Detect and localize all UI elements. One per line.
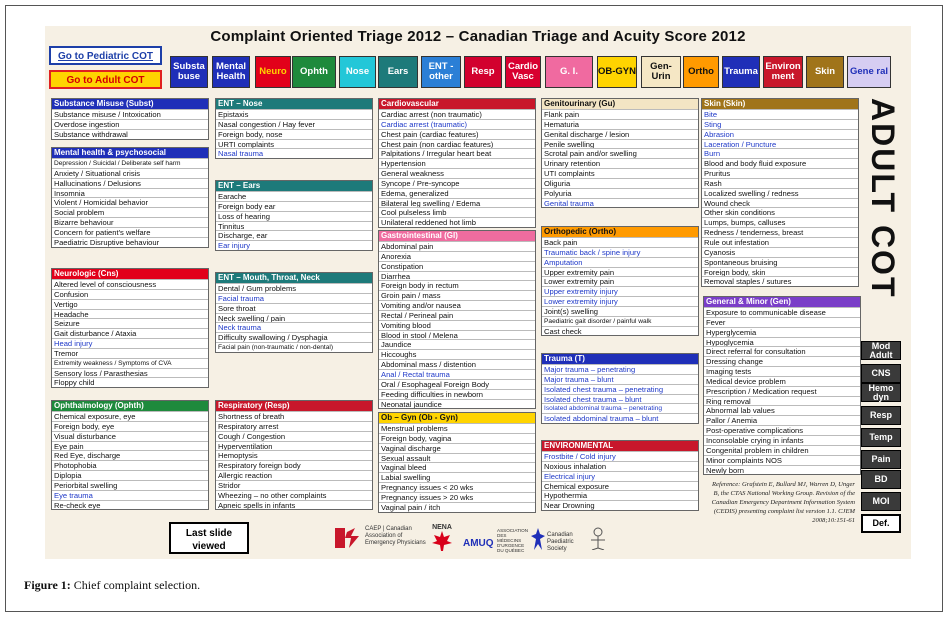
complaint-item[interactable]: Vertigo xyxy=(52,299,208,309)
complaint-item[interactable]: Altered level of consciousness xyxy=(52,279,208,289)
amuq-logo xyxy=(463,526,527,556)
side-button-cns[interactable]: CNS xyxy=(861,364,901,383)
complaint-item[interactable]: Tinnitus xyxy=(216,221,372,231)
side-button-bd[interactable]: BD xyxy=(861,470,901,489)
category-button-nose[interactable]: Nose xyxy=(339,56,376,88)
amuq-logo-text: AMUQ xyxy=(463,538,494,549)
complaint-item[interactable]: Exposure to communicable disease xyxy=(704,307,860,317)
complaint-item[interactable]: Lower extremity injury xyxy=(542,296,698,306)
complaint-item[interactable]: Ear injury xyxy=(216,240,372,250)
complaint-item[interactable]: Vaginal discharge xyxy=(379,443,535,453)
complaint-item[interactable]: Penile swelling xyxy=(542,139,698,149)
complaint-item[interactable]: Pregnancy issues < 20 wks xyxy=(379,482,535,492)
panel-general-minor xyxy=(703,296,861,475)
category-button-resp[interactable]: Resp xyxy=(464,56,502,88)
side-button-temp[interactable]: Temp xyxy=(861,428,901,447)
complaint-item[interactable]: Earache xyxy=(216,191,372,201)
complaint-item[interactable]: Scrotal pain and/or swelling xyxy=(542,148,698,158)
complaint-item[interactable]: Respiratory foreign body xyxy=(216,460,372,470)
complaint-item[interactable]: Pallor / Anemia xyxy=(704,415,860,425)
complaint-item[interactable]: Post-operative complications xyxy=(704,425,860,435)
complaint-item[interactable]: Neck swelling / pain xyxy=(216,313,372,323)
complaint-item[interactable]: Blood in stool / Melena xyxy=(379,330,535,340)
complaint-item[interactable]: Abrasion xyxy=(702,129,858,139)
complaint-item[interactable]: Head injury xyxy=(52,338,208,348)
figure-caption xyxy=(24,578,200,593)
complaint-item[interactable]: Cough / Congestion xyxy=(216,431,372,441)
complaint-item[interactable]: Foreign body, skin xyxy=(702,267,858,277)
complaint-item[interactable]: Headache xyxy=(52,309,208,319)
complaint-item[interactable]: Urinary retention xyxy=(542,158,698,168)
complaint-item[interactable]: Anxiety / Situational crisis xyxy=(52,168,208,178)
complaint-item[interactable]: Overdose ingestion xyxy=(52,119,208,129)
cps-logo xyxy=(531,526,611,556)
complaint-item[interactable]: Diplopia xyxy=(52,470,208,480)
complaint-item[interactable]: Inconsolable crying in infants xyxy=(704,435,860,445)
category-button-skin[interactable]: Skin xyxy=(806,56,844,88)
complaint-item[interactable]: Abnormal lab values xyxy=(704,405,860,415)
complaint-item[interactable]: Bite xyxy=(702,109,858,119)
panel-header-mouth[interactable]: ENT – Mouth, Throat, Neck xyxy=(216,273,372,283)
complaint-item[interactable]: Re-check eye xyxy=(52,500,208,510)
complaint-item[interactable]: Tremor xyxy=(52,348,208,358)
complaint-item[interactable]: Substance misuse / Intoxication xyxy=(52,109,208,119)
complaint-item[interactable]: Allergic reaction xyxy=(216,470,372,480)
complaint-item[interactable]: Abdominal mass / distention xyxy=(379,359,535,369)
complaint-item[interactable]: Cardiac arrest (traumatic) xyxy=(379,119,535,129)
complaint-item[interactable]: Labial swelling xyxy=(379,472,535,482)
complaint-item[interactable]: Gait disturbance / Ataxia xyxy=(52,328,208,338)
category-button-gene-ral[interactable]: Gene ral xyxy=(847,56,891,88)
category-button-g-i-[interactable]: G. I. xyxy=(545,56,593,88)
complaint-item[interactable]: Direct referral for consultation xyxy=(704,346,860,356)
complaint-item[interactable]: Newly born xyxy=(704,465,860,475)
complaint-item[interactable]: Major trauma – penetrating xyxy=(542,364,698,374)
category-button-ob-gyn[interactable]: OB-GYN xyxy=(597,56,637,88)
complaint-item[interactable]: Back pain xyxy=(542,237,698,247)
complaint-item[interactable]: Dressing change xyxy=(704,356,860,366)
complaint-item[interactable]: Imaging tests xyxy=(704,366,860,376)
panel-cardiovascular xyxy=(378,98,536,228)
complaint-item[interactable]: Pruritus xyxy=(702,168,858,178)
complaint-item[interactable]: Syncope / Pre-syncope xyxy=(379,178,535,188)
panel-trauma xyxy=(541,353,699,424)
complaint-item[interactable]: Cardiac arrest (non traumatic) xyxy=(379,109,535,119)
complaint-item[interactable]: Paediatric gait disorder / painful walk xyxy=(542,316,698,326)
complaint-item[interactable]: Burn xyxy=(702,148,858,158)
complaint-item[interactable]: Menstrual problems xyxy=(379,423,535,433)
panel-header-substance[interactable]: Substance Misuse (Subst) xyxy=(52,99,208,109)
complaint-item[interactable]: Nasal congestion / Hay fever xyxy=(216,119,372,129)
complaint-item[interactable]: Paediatric Disruptive behaviour xyxy=(52,237,208,247)
complaint-item[interactable]: Lower extremity pain xyxy=(542,276,698,286)
complaint-item[interactable]: Neck trauma xyxy=(216,322,372,332)
caep-logo-text: CAEP | Canadian Association of Emergency Physicians xyxy=(365,526,426,546)
complaint-item[interactable]: Congenital problem in children xyxy=(704,445,860,455)
panel-gastrointestinal xyxy=(378,230,536,409)
complaint-item[interactable]: Palpitations / Irregular heart beat xyxy=(379,148,535,158)
complaint-item[interactable]: Facial trauma xyxy=(216,293,372,303)
complaint-item[interactable]: Sexual assault xyxy=(379,453,535,463)
panel-environmental xyxy=(541,440,699,511)
complaint-item[interactable]: Oliguria xyxy=(542,178,698,188)
caption-text: Chief complaint selection. xyxy=(73,578,201,592)
complaint-item[interactable]: Hypoglycemia xyxy=(704,337,860,347)
complaint-item[interactable]: Flank pain xyxy=(542,109,698,119)
side-button-pain[interactable]: Pain xyxy=(861,450,901,469)
complaint-item[interactable]: Isolated abdominal trauma – blunt xyxy=(542,413,698,423)
complaint-item[interactable]: Vomiting and/or nausea xyxy=(379,300,535,310)
complaint-item[interactable]: Ring removal xyxy=(704,396,860,406)
amuq-logo-subtext: ASSOCIATION DES MÉDECINS D'URGENCE DU QUÉBEC xyxy=(497,528,529,553)
complaint-item[interactable]: Hematuria xyxy=(542,119,698,129)
category-button-neuro[interactable]: Neuro xyxy=(255,56,291,88)
panel-neurologic xyxy=(51,268,209,388)
complaint-item[interactable]: Spontaneous bruising xyxy=(702,257,858,267)
complaint-item[interactable]: Anorexia xyxy=(379,251,535,261)
complaint-item[interactable]: Extremity weakness / Symptoms of CVA xyxy=(52,358,208,368)
panel-mental-health xyxy=(51,147,209,248)
complaint-item[interactable]: Feeding difficulties in newborn xyxy=(379,389,535,399)
figure-frame xyxy=(5,5,943,612)
complaint-item[interactable]: Wound check xyxy=(702,198,858,208)
complaint-item[interactable]: Vaginal pain / itch xyxy=(379,502,535,512)
complaint-item[interactable]: Vaginal bleed xyxy=(379,462,535,472)
complaint-item[interactable]: Abdominal pain xyxy=(379,241,535,251)
complaint-item[interactable]: Eye pain xyxy=(52,441,208,451)
complaint-item[interactable]: Groin pain / mass xyxy=(379,290,535,300)
complaint-item[interactable]: Localized swelling / redness xyxy=(702,188,858,198)
complaint-item[interactable]: Foreign body ear xyxy=(216,201,372,211)
complaint-item[interactable]: Isolated chest trauma – blunt xyxy=(542,394,698,404)
complaint-item[interactable]: Electrical injury xyxy=(542,471,698,481)
complaint-item[interactable]: Social problem xyxy=(52,207,208,217)
complaint-item[interactable]: Depression / Suicidal / Deliberate self harm xyxy=(52,158,208,168)
complaint-item[interactable]: Lumps, bumps, calluses xyxy=(702,217,858,227)
complaint-item[interactable]: Other skin conditions xyxy=(702,207,858,217)
panel-header-obgyn[interactable]: Ob – Gyn (Ob - Gyn) xyxy=(379,413,535,423)
complaint-item[interactable]: Hyperglycemia xyxy=(704,327,860,337)
complaint-item[interactable]: Hypothermia xyxy=(542,490,698,500)
complaint-item[interactable]: Periorbital swelling xyxy=(52,480,208,490)
complaint-item[interactable]: Cast check xyxy=(542,326,698,336)
complaint-item[interactable]: Hypertension xyxy=(379,158,535,168)
nena-logo xyxy=(427,524,457,556)
category-button-ears[interactable]: Ears xyxy=(378,56,418,88)
complaint-item[interactable]: Sting xyxy=(702,119,858,129)
triage-screen xyxy=(45,26,911,559)
caption-label: Figure 1: xyxy=(24,578,71,592)
category-button-substa-buse[interactable]: Substa buse xyxy=(170,56,208,88)
complaint-item[interactable]: Unilateral reddened hot limb xyxy=(379,217,535,227)
complaint-item[interactable]: Respiratory arrest xyxy=(216,421,372,431)
complaint-item[interactable]: Floppy child xyxy=(52,377,208,387)
complaint-item[interactable]: Eye trauma xyxy=(52,490,208,500)
complaint-item[interactable]: Bizarre behaviour xyxy=(52,217,208,227)
complaint-item[interactable]: Bilateral leg swelling / Edema xyxy=(379,198,535,208)
complaint-item[interactable]: Isolated abdominal trauma – penetrating xyxy=(542,403,698,413)
panel-ent-nose xyxy=(215,98,373,159)
panel-genitourinary xyxy=(541,98,699,208)
complaint-item[interactable]: Upper extremity injury xyxy=(542,286,698,296)
go-to-pediatric-cot-button[interactable]: Go to Pediatric COT xyxy=(49,46,162,65)
reference-text: Reference: Grafstein E, Bullard MJ, Warren D, Unger B, the CTAS National Working Group. Revision of the Canadian Emergency Department Information System (CEDIS) presenting complaint list version 1.1. CJEM 2008;10:151-61 xyxy=(711,481,855,524)
complaint-item[interactable]: Foreign body, vagina xyxy=(379,433,535,443)
complaint-item[interactable]: Hallucinations / Delusions xyxy=(52,178,208,188)
complaint-item[interactable]: Hiccoughs xyxy=(379,349,535,359)
complaint-item[interactable]: Sensory loss / Parasthesias xyxy=(52,368,208,378)
complaint-item[interactable]: Fever xyxy=(704,317,860,327)
panel-header-cardio[interactable]: Cardiovascular xyxy=(379,99,535,109)
complaint-item[interactable]: Medical device problem xyxy=(704,376,860,386)
panel-substance-misuse xyxy=(51,98,209,140)
panel-header-ortho[interactable]: Orthopedic (Ortho) xyxy=(542,227,698,237)
complaint-item[interactable]: Jaundice xyxy=(379,339,535,349)
complaint-item[interactable]: Neonatal jaundice xyxy=(379,399,535,409)
complaint-item[interactable]: Apneic spells in infants xyxy=(216,500,372,510)
complaint-item[interactable]: Nasal trauma xyxy=(216,148,372,158)
complaint-item[interactable]: Redness / tenderness, breast xyxy=(702,227,858,237)
category-button-environ-ment[interactable]: Environ ment xyxy=(763,56,803,88)
panel-respiratory xyxy=(215,400,373,510)
complaint-item[interactable]: Dental / Gum problems xyxy=(216,283,372,293)
complaint-item[interactable]: Facial pain (non-traumatic / non-dental) xyxy=(216,342,372,352)
complaint-item[interactable]: Shortness of breath xyxy=(216,411,372,421)
panel-header-trauma[interactable]: Trauma (T) xyxy=(542,354,698,364)
complaint-item[interactable]: Noxious inhalation xyxy=(542,461,698,471)
complaint-item[interactable]: Joint(s) swelling xyxy=(542,306,698,316)
complaint-item[interactable]: Epistaxis xyxy=(216,109,372,119)
complaint-item[interactable]: URTI complaints xyxy=(216,139,372,149)
complaint-item[interactable]: Rectal / Perineal pain xyxy=(379,310,535,320)
complaint-item[interactable]: Sore throat xyxy=(216,303,372,313)
panel-header-gu[interactable]: Genitourinary (Gu) xyxy=(542,99,698,109)
panel-orthopedic xyxy=(541,226,699,336)
side-button-mod-adult[interactable]: Mod Adult xyxy=(861,341,901,360)
complaint-item[interactable]: Blood and body fluid exposure xyxy=(702,158,858,168)
complaint-item[interactable]: Red Eye, discharge xyxy=(52,450,208,460)
category-button-ent-other[interactable]: ENT - other xyxy=(421,56,461,88)
panel-ent-mouth-throat-neck xyxy=(215,272,373,353)
complaint-item[interactable]: Edema, generalized xyxy=(379,188,535,198)
complaint-item[interactable]: Hemoptysis xyxy=(216,450,372,460)
cps-logo-text: Canadian Paediatric Society xyxy=(547,532,574,552)
complaint-item[interactable]: Oral / Esophageal Foreign Body xyxy=(379,379,535,389)
complaint-item[interactable]: Diarrhea xyxy=(379,271,535,281)
panel-header-neuro[interactable]: Neurologic (Cns) xyxy=(52,269,208,279)
complaint-item[interactable]: Genital discharge / lesion xyxy=(542,129,698,139)
complaint-item[interactable]: Stridor xyxy=(216,480,372,490)
complaint-item[interactable]: Seizure xyxy=(52,318,208,328)
complaint-item[interactable]: Removal staples / sutures xyxy=(702,276,858,286)
complaint-item[interactable]: Isolated chest trauma – penetrating xyxy=(542,384,698,394)
complaint-item[interactable]: Loss of hearing xyxy=(216,211,372,221)
category-button-ortho[interactable]: Ortho xyxy=(683,56,719,88)
complaint-item[interactable]: Chest pain (non cardiac features) xyxy=(379,139,535,149)
panel-header-ophth[interactable]: Ophthalmology (Ophth) xyxy=(52,401,208,411)
panel-header-skin[interactable]: Skin (Skin) xyxy=(702,99,858,109)
complaint-item[interactable]: Vomiting blood xyxy=(379,320,535,330)
complaint-item[interactable]: Visual disturbance xyxy=(52,431,208,441)
panel-header-gi[interactable]: Gastrointestinal (GI) xyxy=(379,231,535,241)
last-slide-viewed-button[interactable]: Last slide viewed xyxy=(169,522,249,554)
adult-cot-label: ADULT COT xyxy=(865,98,901,299)
complaint-item[interactable]: Chemical exposure, eye xyxy=(52,411,208,421)
caep-logo xyxy=(335,524,427,554)
category-button-cardio-vasc[interactable]: Cardio Vasc xyxy=(505,56,541,88)
complaint-item[interactable]: Anal / Rectal trauma xyxy=(379,369,535,379)
panel-header-nose[interactable]: ENT – Nose xyxy=(216,99,372,109)
panel-header-ears[interactable]: ENT – Ears xyxy=(216,181,372,191)
complaint-item[interactable]: Rule out infestation xyxy=(702,237,858,247)
complaint-item[interactable]: Frostbite / Cold injury xyxy=(542,451,698,461)
complaint-item[interactable]: Constipation xyxy=(379,261,535,271)
complaint-item[interactable]: Chest pain (cardiac features) xyxy=(379,129,535,139)
category-button-gen-urin[interactable]: Gen-Urin xyxy=(641,56,681,88)
complaint-item[interactable]: Traumatic back / spine injury xyxy=(542,247,698,257)
complaint-item[interactable]: Discharge, ear xyxy=(216,230,372,240)
panel-header-general[interactable]: General & Minor (Gen) xyxy=(704,297,860,307)
panel-ent-ears xyxy=(215,180,373,251)
complaint-item[interactable]: Polyuria xyxy=(542,188,698,198)
complaint-item[interactable]: Minor complaints NOS xyxy=(704,455,860,465)
complaint-item[interactable]: Pregnancy issues > 20 wks xyxy=(379,492,535,502)
complaint-item[interactable]: Foreign body in rectum xyxy=(379,280,535,290)
panel-ob-gyn xyxy=(378,412,536,513)
complaint-item[interactable]: Chemical exposure xyxy=(542,481,698,491)
complaint-item[interactable]: Upper extremity pain xyxy=(542,267,698,277)
complaint-item[interactable]: Genital trauma xyxy=(542,198,698,208)
complaint-item[interactable]: Difficulty swallowing / Dysphagia xyxy=(216,332,372,342)
side-button-def[interactable]: Def. xyxy=(861,514,901,533)
complaint-item[interactable]: General weakness xyxy=(379,168,535,178)
complaint-item[interactable]: Rash xyxy=(702,178,858,188)
complaint-item[interactable]: Prescription / Medication request xyxy=(704,386,860,396)
complaint-item[interactable]: Substance withdrawal xyxy=(52,129,208,139)
complaint-item[interactable]: Confusion xyxy=(52,289,208,299)
panel-skin xyxy=(701,98,859,287)
side-button-moi[interactable]: MOI xyxy=(861,492,901,511)
complaint-item[interactable]: Insomnia xyxy=(52,188,208,198)
complaint-item[interactable]: Hyperventilation xyxy=(216,441,372,451)
panel-header-resp[interactable]: Respiratory (Resp) xyxy=(216,401,372,411)
side-button-resp[interactable]: Resp xyxy=(861,406,901,425)
nena-logo-text: NENA xyxy=(432,524,452,531)
panel-header-env[interactable]: ENVIRONMENTAL xyxy=(542,441,698,451)
complaint-item[interactable]: Cyanosis xyxy=(702,247,858,257)
page-title: Complaint Oriented Triage 2012 – Canadian Triage and Acuity Score 2012 xyxy=(210,28,746,45)
go-to-adult-cot-button[interactable]: Go to Adult COT xyxy=(49,70,162,89)
panel-header-mental[interactable]: Mental health & psychosocial xyxy=(52,148,208,158)
complaint-item[interactable]: Near Drowning xyxy=(542,500,698,510)
complaint-item[interactable]: UTI complaints xyxy=(542,168,698,178)
complaint-item[interactable]: Wheezing – no other complaints xyxy=(216,490,372,500)
panel-ophthalmology xyxy=(51,400,209,510)
complaint-item[interactable]: Photophobia xyxy=(52,460,208,470)
complaint-item[interactable]: Foreign body, eye xyxy=(52,421,208,431)
side-button-hemo-dyn[interactable]: Hemo dyn xyxy=(861,383,901,402)
category-button-mental-health[interactable]: Mental Health xyxy=(212,56,250,88)
complaint-item[interactable]: Foreign body, nose xyxy=(216,129,372,139)
complaint-item[interactable]: Amputation xyxy=(542,257,698,267)
category-button-trauma[interactable]: Trauma xyxy=(722,56,760,88)
complaint-item[interactable]: Violent / Homicidal behavior xyxy=(52,197,208,207)
complaint-item[interactable]: Major trauma – blunt xyxy=(542,374,698,384)
complaint-item[interactable]: Laceration / Puncture xyxy=(702,139,858,149)
complaint-item[interactable]: Cool pulseless limb xyxy=(379,207,535,217)
category-button-ophth[interactable]: Ophth xyxy=(292,56,336,88)
complaint-item[interactable]: Concern for patient's welfare xyxy=(52,227,208,237)
